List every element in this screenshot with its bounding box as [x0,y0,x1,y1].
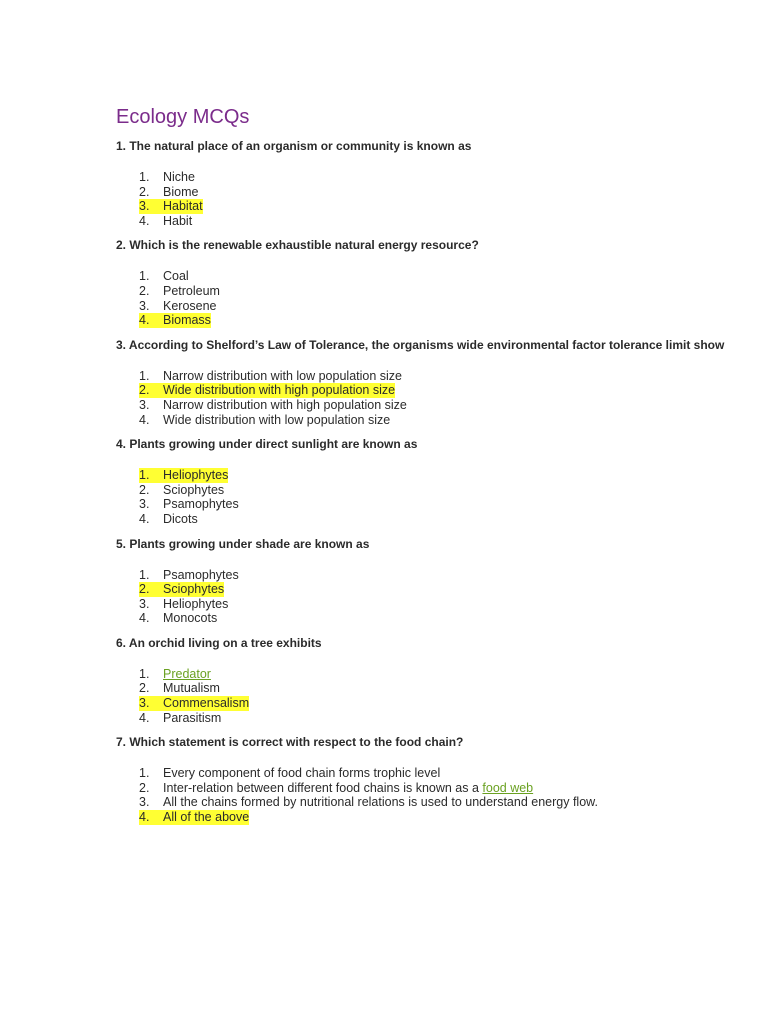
option-text: All of the above [163,810,250,825]
answer-option-highlighted [139,313,211,328]
answer-option-highlighted [139,582,224,597]
answer-option-highlighted [139,199,203,214]
option-number: 4. [139,611,150,626]
answer-option [139,597,736,612]
answer-option [139,611,736,626]
answer-option-highlighted [139,696,249,711]
answer-option [139,214,736,229]
answer-option [139,667,736,682]
option-text: All the chains formed by nutritional relations is used to understand energy flow. [163,795,598,810]
option-text: Heliophytes [163,596,229,611]
option-text: Every component of food chain forms trophic level [163,766,441,781]
answer-option [139,398,736,413]
question-block [116,139,736,228]
option-list [116,269,736,327]
question-text: 7. Which statement is correct with respect to the food chain? [116,735,464,750]
answer-option-highlighted [139,810,249,825]
option-number: 1. [139,269,150,284]
option-number: 4. [139,313,163,328]
option-number: 2. [139,681,150,696]
answer-option [139,299,736,314]
answer-option [139,711,736,726]
option-list [116,468,736,526]
answer-option [139,413,736,428]
option-number: 1. [139,368,150,383]
question-block [116,238,736,327]
answer-option [139,497,736,512]
option-text: Mutualism [163,681,220,696]
option-text: Wide distribution with low population size [163,412,391,427]
option-text: Dicots [163,511,198,526]
option-list [116,170,736,228]
option-number: 1. [139,567,150,582]
question-list [116,139,736,825]
answer-option [139,766,736,781]
option-text: Habit [163,213,193,228]
option-text: Sciophytes [163,482,225,497]
option-text: Narrow distribution with high population size [163,397,407,412]
question-block [116,735,736,824]
option-number: 3. [139,497,150,512]
question-block [116,338,736,427]
document-page [116,104,736,835]
answer-option [139,269,736,284]
option-text: Monocots [163,611,218,626]
question-block [116,537,736,626]
option-text: Narrow distribution with low population size [163,368,403,383]
question-text: 5. Plants growing under shade are known as [116,536,370,551]
answer-option-highlighted [139,383,395,398]
answer-option [139,170,736,185]
question-text: 4. Plants growing under direct sunlight are known as [116,437,418,452]
option-text: Kerosene [163,298,217,313]
option-number: 4. [139,511,150,526]
option-number: 4. [139,810,163,825]
option-link[interactable]: Predator [163,666,211,681]
answer-option [139,483,736,498]
question-text: 1. The natural place of an organism or community is known as [116,139,472,153]
answer-option [139,681,736,696]
option-number: 2. [139,283,150,298]
option-number: 1. [139,766,150,781]
option-text: Petroleum [163,283,220,298]
option-number: 4. [139,710,150,725]
option-number: 4. [139,213,150,228]
option-number: 4. [139,412,150,427]
answer-option-highlighted [139,468,228,483]
option-list [116,568,736,626]
option-list [116,766,736,824]
food-web-link[interactable]: food web [482,780,534,795]
option-text: Heliophytes [163,468,229,483]
option-text: Psamophytes [163,497,239,512]
option-number: 2. [139,482,150,497]
answer-option [139,185,736,200]
option-number: 3. [139,298,150,313]
option-text: Parasitism [163,710,222,725]
page-title: Ecology MCQs [116,106,250,128]
option-text: Coal [163,269,189,284]
option-number: 2. [139,184,150,199]
answer-option [139,284,736,299]
option-text: Wide distribution with high population size [163,383,396,398]
answer-option [139,781,736,796]
option-text: Niche [163,170,195,184]
option-list [116,369,736,427]
option-number: 3. [139,397,150,412]
question-block [116,437,736,526]
option-number: 3. [139,199,163,214]
option-list [116,667,736,725]
question-text: 2. Which is the renewable exhaustible natural energy resource? [116,238,479,253]
option-text: Biomass [163,313,211,328]
option-text: Biome [163,184,199,199]
option-number: 2. [139,780,150,795]
option-number: 2. [139,582,163,597]
question-block [116,636,736,725]
option-number: 3. [139,795,150,810]
option-text: Sciophytes [163,582,225,597]
question-text: 6. An orchid living on a tree exhibits [116,635,322,650]
option-text: Commensalism [163,696,250,711]
option-number: 3. [139,696,163,711]
answer-option [139,795,736,810]
option-text: Habitat [163,199,203,214]
option-number: 1. [139,666,150,681]
answer-option [139,369,736,384]
option-number: 3. [139,596,150,611]
answer-option [139,568,736,583]
option-number: 1. [139,468,163,483]
question-text: 3. According to Shelford’s Law of Tolerance, the organisms wide environmental factor tolerance limit show [116,337,725,352]
option-number: 1. [139,170,150,184]
option-number: 2. [139,383,163,398]
answer-option [139,512,736,527]
option-text: Psamophytes [163,567,239,582]
option-text: Inter-relation between different food chains is known as a [163,780,483,795]
